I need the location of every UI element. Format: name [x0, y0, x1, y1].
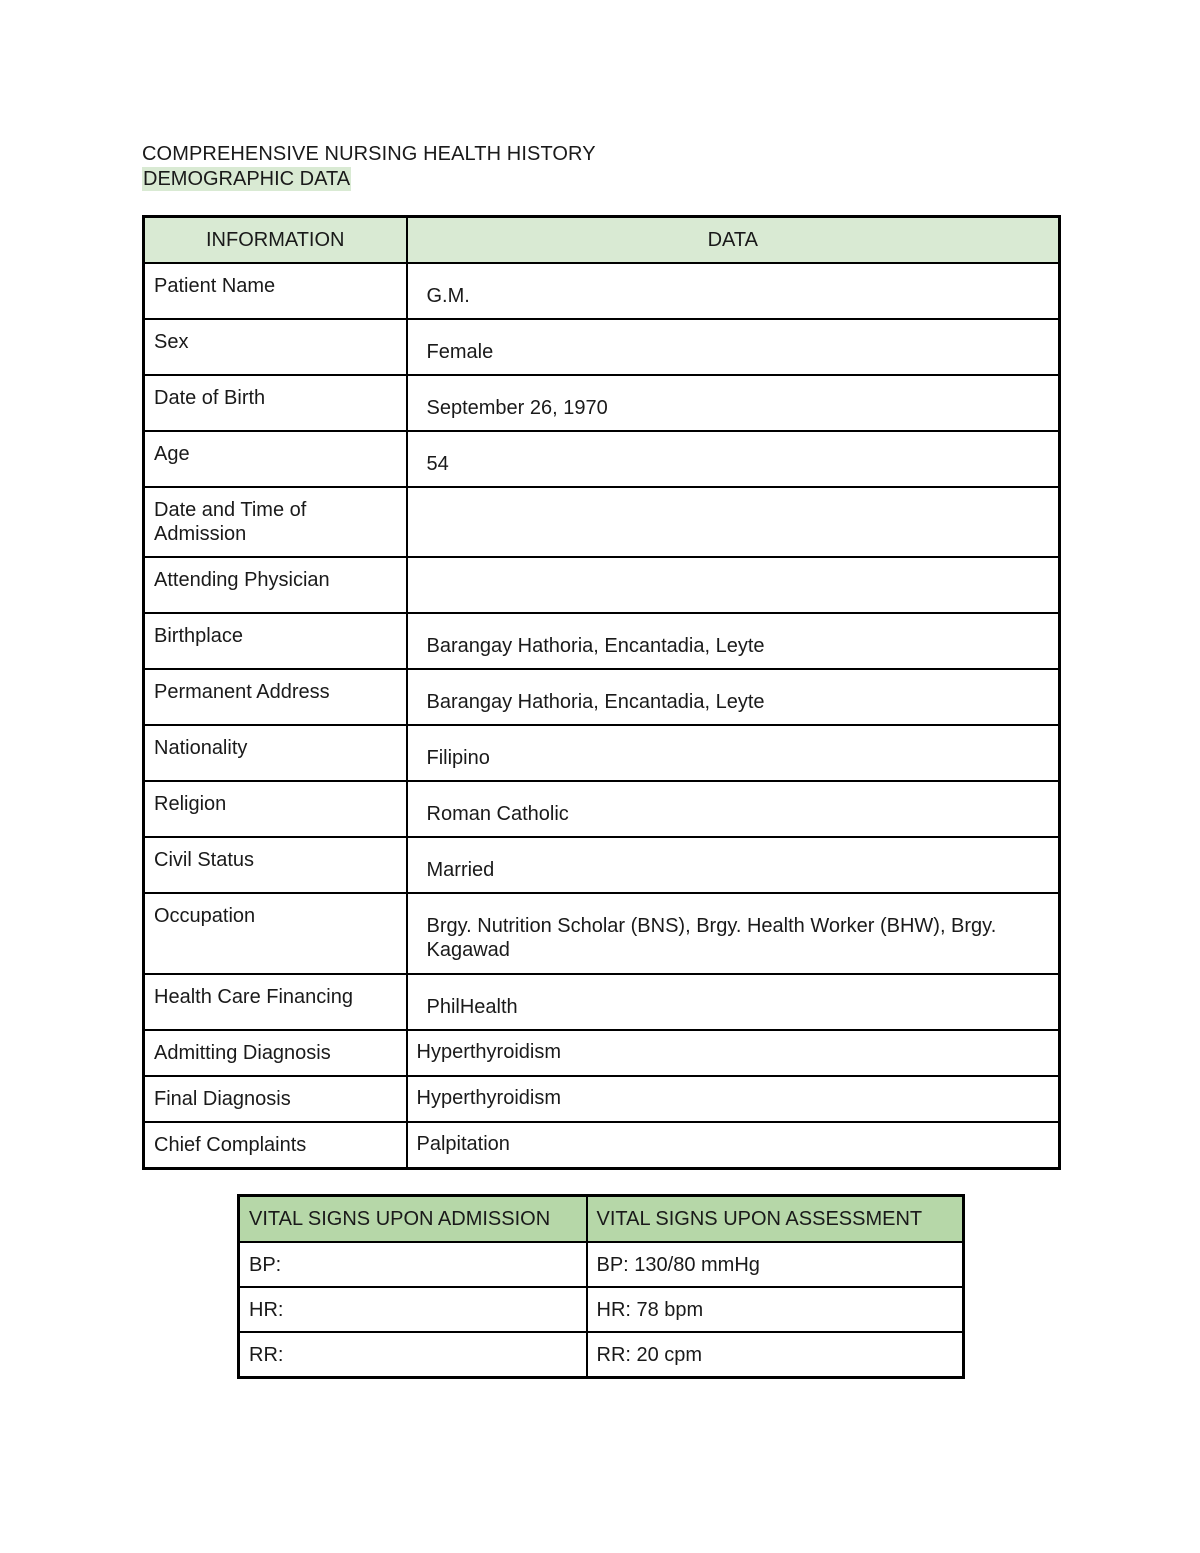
row-label: Date of Birth	[144, 375, 407, 431]
vital-admission-rr: RR:	[239, 1332, 587, 1378]
row-value	[407, 487, 1060, 557]
table-row	[144, 893, 1060, 974]
vital-admission-hr: HR:	[239, 1287, 587, 1332]
section-heading: DEMOGRAPHIC DATA	[143, 168, 351, 190]
table-row	[144, 431, 1060, 487]
row-value: Married	[407, 837, 1060, 893]
vital-admission-bp: BP:	[239, 1242, 587, 1287]
row-value	[407, 557, 1060, 613]
row-label: Chief Complaints	[144, 1122, 407, 1168]
table-header-row	[239, 1196, 964, 1243]
row-label: Final Diagnosis	[144, 1076, 407, 1122]
table-row	[144, 837, 1060, 893]
row-value: Barangay Hathoria, Encantadia, Leyte	[407, 669, 1060, 725]
row-label: Age	[144, 431, 407, 487]
table-row	[144, 613, 1060, 669]
column-header-information: INFORMATION	[144, 217, 407, 264]
row-label: Attending Physician	[144, 557, 407, 613]
table-row	[144, 263, 1060, 319]
vital-assessment-hr: HR: 78 bpm	[587, 1287, 964, 1332]
table-row	[144, 1030, 1060, 1076]
table-row	[144, 557, 1060, 613]
row-value: Filipino	[407, 725, 1060, 781]
table-row	[144, 1076, 1060, 1122]
row-value: PhilHealth	[407, 974, 1060, 1030]
row-label: Civil Status	[144, 837, 407, 893]
document-title: COMPREHENSIVE NURSING HEALTH HISTORY	[142, 143, 596, 165]
vital-signs-table	[237, 1194, 965, 1379]
row-value: Palpitation	[407, 1122, 1060, 1168]
table-row	[144, 319, 1060, 375]
row-value: Barangay Hathoria, Encantadia, Leyte	[407, 613, 1060, 669]
row-label: Religion	[144, 781, 407, 837]
row-label: Date and Time of Admission	[144, 487, 407, 557]
vital-assessment-bp: BP: 130/80 mmHg	[587, 1242, 964, 1287]
row-value: 54	[407, 431, 1060, 487]
row-label: Permanent Address	[144, 669, 407, 725]
row-value: Hyperthyroidism	[407, 1076, 1060, 1122]
row-value: Female	[407, 319, 1060, 375]
table-row	[144, 781, 1060, 837]
row-value: Roman Catholic	[407, 781, 1060, 837]
table-row	[144, 725, 1060, 781]
row-value: September 26, 1970	[407, 375, 1060, 431]
table-row	[144, 487, 1060, 557]
table-row	[144, 974, 1060, 1030]
row-label: Patient Name	[144, 263, 407, 319]
column-header-assessment: VITAL SIGNS UPON ASSESSMENT	[587, 1196, 964, 1243]
row-value: G.M.	[407, 263, 1060, 319]
table-row	[239, 1287, 964, 1332]
column-header-admission: VITAL SIGNS UPON ADMISSION	[239, 1196, 587, 1243]
row-value: Hyperthyroidism	[407, 1030, 1060, 1076]
vital-assessment-rr: RR: 20 cpm	[587, 1332, 964, 1378]
row-label: Birthplace	[144, 613, 407, 669]
table-row	[239, 1242, 964, 1287]
row-label: Occupation	[144, 893, 407, 974]
table-row	[144, 1122, 1060, 1168]
row-value: Brgy. Nutrition Scholar (BNS), Brgy. Health Worker (BHW), Brgy. Kagawad	[407, 893, 1060, 974]
demographic-data-table	[142, 215, 1061, 1170]
table-row	[239, 1332, 964, 1378]
column-header-data: DATA	[407, 217, 1060, 264]
table-row	[144, 375, 1060, 431]
table-row	[144, 669, 1060, 725]
row-label: Nationality	[144, 725, 407, 781]
table-header-row	[144, 217, 1060, 264]
row-label: Sex	[144, 319, 407, 375]
row-label: Health Care Financing	[144, 974, 407, 1030]
row-label: Admitting Diagnosis	[144, 1030, 407, 1076]
